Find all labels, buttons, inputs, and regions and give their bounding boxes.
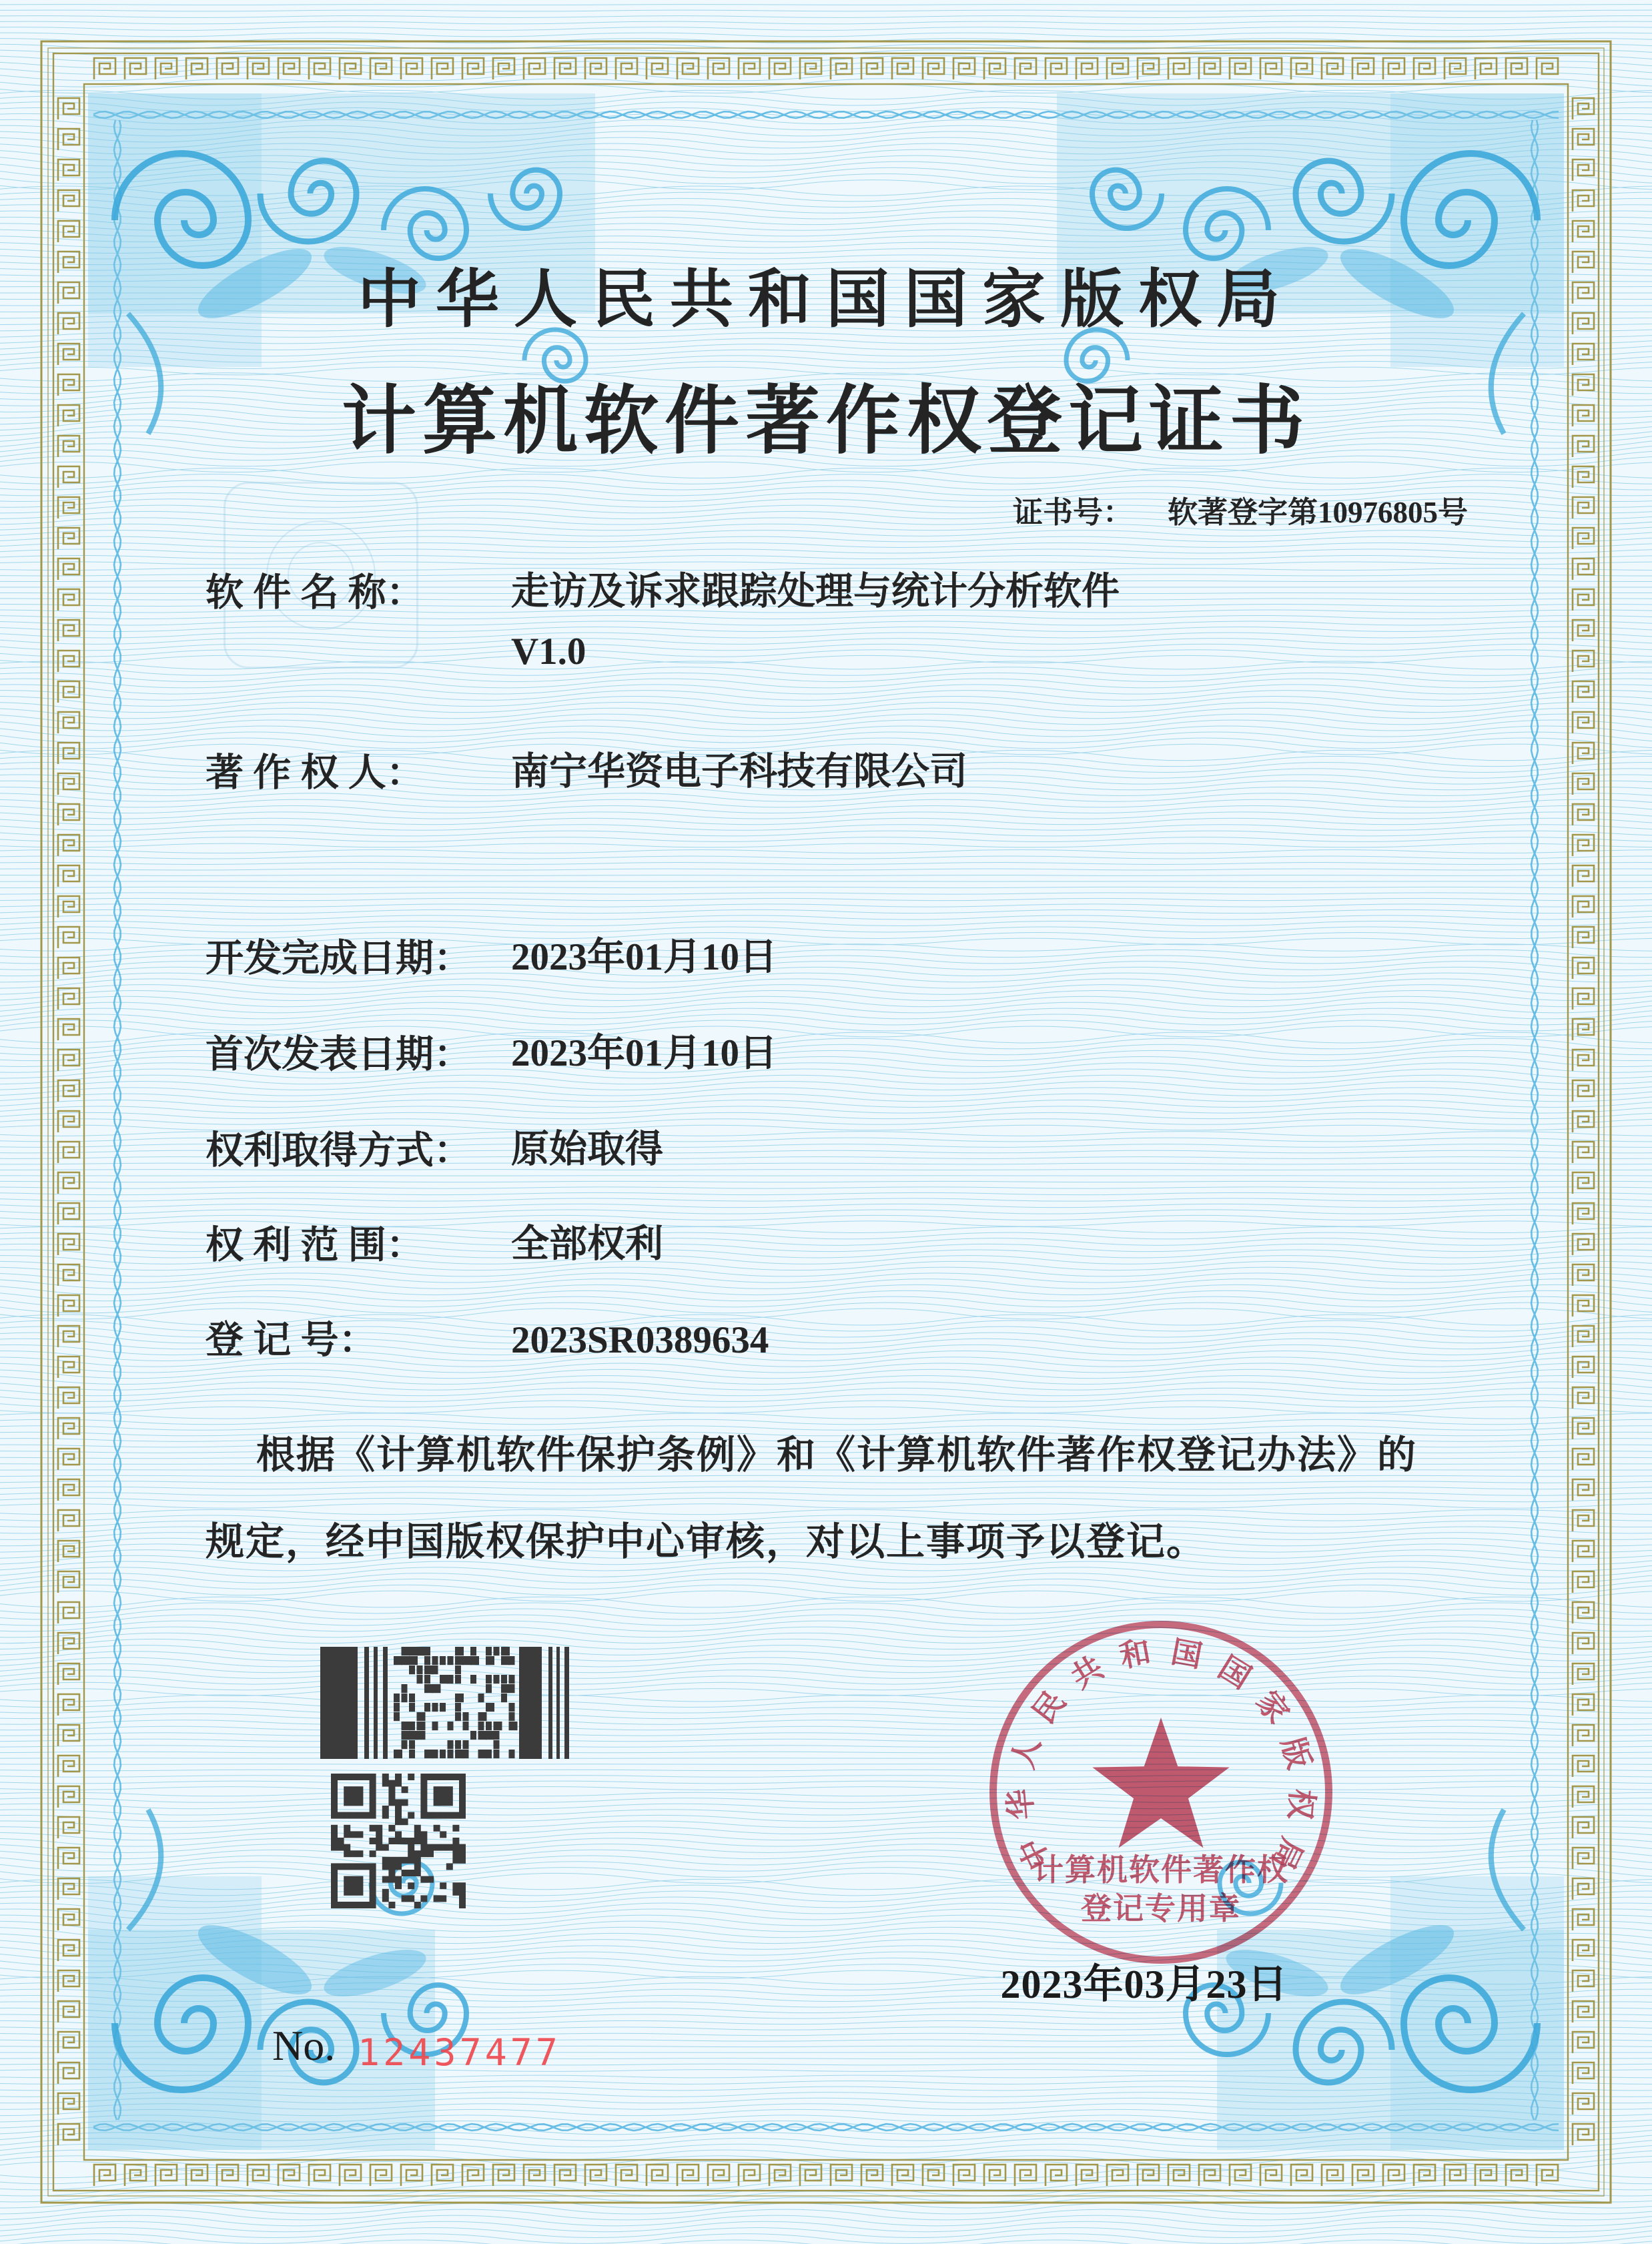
seal-arc-char: 版 [1275, 1734, 1317, 1773]
seal-text-line2: 登记专用章 [1081, 1892, 1241, 1926]
certificate-number-value: 软著登字第10976805号 [1168, 496, 1469, 529]
field-label-rights-acquisition: 权利取得方式： [205, 1130, 472, 1172]
field-label-software-name: 软 件 名 称： [205, 572, 424, 614]
field-value-rights-scope: 全部权利 [511, 1223, 663, 1265]
seal-arc-char: 国 [1168, 1634, 1205, 1674]
field-value-copyright-owner: 南宁华资电子科技有限公司 [511, 751, 967, 793]
field-value-rights-acquisition: 原始取得 [511, 1128, 663, 1170]
issuer-title: 中华人民共和国国家版权局 [357, 264, 1295, 335]
field-value-software-name: 走访及诉求跟踪处理与统计分析软件 [511, 571, 1120, 613]
certificate-number-line [1013, 498, 1468, 528]
statement-line-1: 根据《计算机软件保护条例》和《计算机软件著作权登记办法》的 [256, 1433, 1418, 1477]
seal-arc-char: 局 [1265, 1832, 1310, 1876]
seal-arc-char: 人 [1005, 1734, 1047, 1773]
seal-arc-char: 权 [1282, 1787, 1320, 1822]
seal-arc-char: 民 [1026, 1684, 1072, 1730]
field-value-software-version: V1.0 [511, 631, 586, 673]
qr-code [331, 1774, 471, 1914]
seal-text-line1: 计算机软件著作权 [1033, 1853, 1289, 1887]
seal-arc-char: 中 [1012, 1832, 1057, 1876]
seal-arc-char: 华 [1002, 1787, 1040, 1822]
field-value-dev-complete-date: 2023年01月10日 [511, 936, 777, 978]
field-label-copyright-owner: 著 作 权 人： [205, 752, 424, 794]
seal-arc-char: 家 [1250, 1684, 1296, 1730]
statement-line-2: 规定，经中国版权保护中心审核，对以上事项予以登记。 [205, 1520, 1207, 1563]
seal-arc-char: 和 [1117, 1634, 1154, 1674]
serial-number: 12437477 [358, 2031, 561, 2074]
seal-arc-char: 国 [1212, 1650, 1257, 1696]
seal-arc-char: 共 [1065, 1650, 1110, 1696]
issue-date: 2023年03月23日 [1000, 1962, 1288, 2006]
field-label-dev-complete-date: 开发完成日期： [205, 938, 472, 980]
field-label-rights-scope: 权 利 范 围： [205, 1224, 424, 1266]
serial-prefix: No. [272, 2022, 336, 2069]
certificate-number-label: 证书号： [1013, 496, 1134, 529]
certificate-title: 计算机软件著作权登记证书 [342, 380, 1310, 463]
official-seal [986, 1617, 1336, 1967]
field-label-registration-number: 登 记 号： [205, 1319, 377, 1361]
barcode [319, 1641, 586, 1762]
field-value-registration-number: 2023SR0389634 [511, 1319, 769, 1361]
field-value-first-publish-date: 2023年01月10日 [511, 1032, 777, 1074]
field-label-first-publish-date: 首次发表日期： [205, 1034, 472, 1076]
